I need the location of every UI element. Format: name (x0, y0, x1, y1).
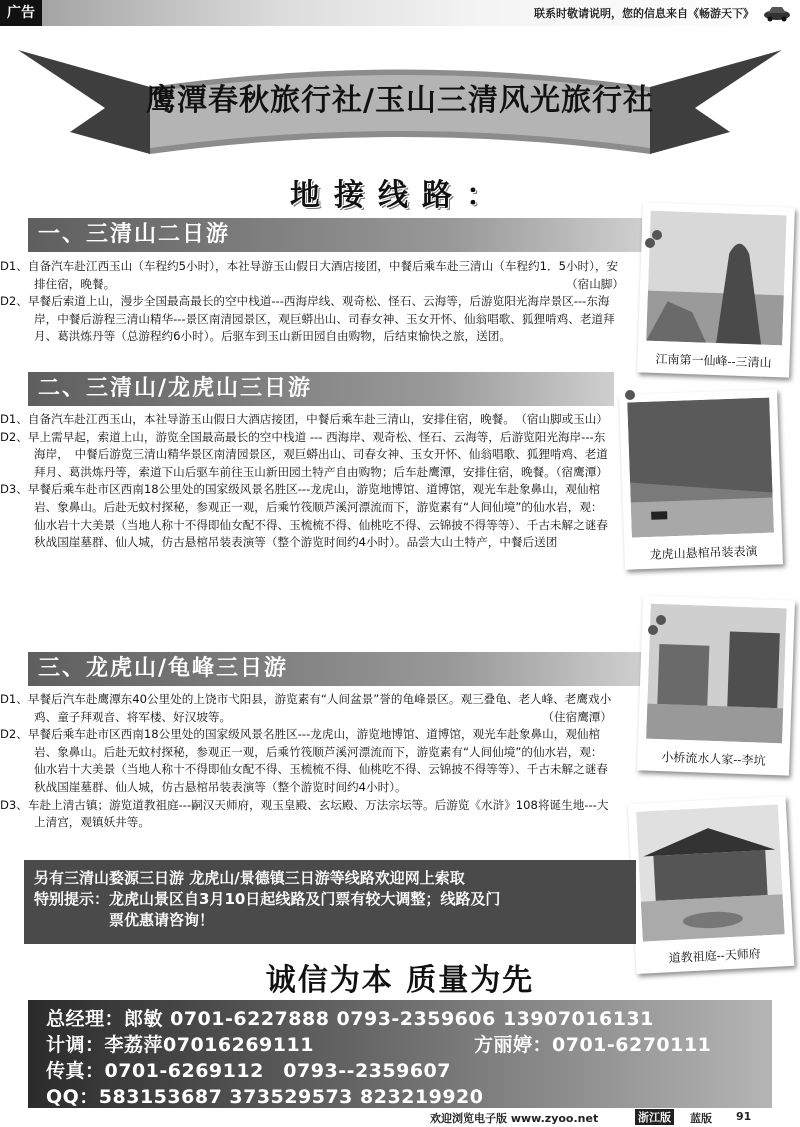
route-subtitle: 地接线路： (290, 178, 510, 213)
section-header-3: 三、龙虎山/龟峰三日游 (28, 652, 642, 686)
top-bar (0, 0, 800, 26)
contact-qq: QQ：583153687 373529573 823219920 (46, 1086, 484, 1108)
balloon-icon (645, 238, 655, 248)
temple-photo (636, 804, 785, 941)
footer-site: 欢迎浏览电子版 www.zyoo.net (430, 1112, 599, 1125)
photo-tianshifu (628, 796, 795, 974)
footer-edition: 浙江版 (635, 1109, 674, 1125)
ad-label: 广告 (0, 0, 42, 26)
balloon-icon (652, 230, 662, 240)
photo-caption: 江南第一仙峰--三清山 (655, 351, 772, 370)
photo-longhushan (619, 389, 783, 569)
photo-caption: 道教祖庭--天师府 (668, 946, 762, 966)
photo-sanqingshan (637, 202, 795, 377)
contact-fax: 传真：0701-6269112 0793--2359607 (46, 1060, 452, 1082)
slogan: 诚信为本 质量为先 (265, 963, 535, 998)
section-body-1 (0, 258, 624, 346)
contact-planner-2: 方丽婷：0701-6270111 (474, 1034, 712, 1056)
cliff-photo (627, 398, 774, 538)
day-item: D1、自备汽车赴江西玉山（车程约5小时），本社导游玉山假日大酒店接团，中餐后乘车赴三清山（车程约1．5小时），安排住宿，晚餐。 （宿山脚） (0, 259, 624, 291)
contact-planner: 计调：李荔萍07016269111 (46, 1034, 314, 1056)
day-item: D2、早餐后乘车赴市区西南18公里处的国家级风景名胜区---龙虎山，游览地博馆、道博馆，观光车赴象鼻山，观仙棺岩、象鼻山。后赴无蚊村探秘，参观正一观，后乘竹筏顺芦溪河漂流而下，游览素有“人间仙境”的仙水岩，观：仙水岩十大美景（当地人称十不得即仙女配不得、玉梳梳不得、仙桃吃不得、云锦披不得等等）、千古未解之谜春秋战国崖墓群、仙人城，仿古悬棺吊装表演等（整个游览时间约4小时）。 (0, 727, 608, 794)
day-item: D2、早上需早起，索道上山，游览全国最高最长的空中栈道 --- 西海岸、观奇松、怪石、云海等，后游览阳光海岸---东海岸， 中餐后游览三清山精华景区南清园景区，观巨蟒出山、司春女神、玉女开怀、仙翁唱歌、狐狸啃鸡、老道拜月、葛洪炼丹等，索道下山后驱车前往玉山新田园土特产自由购物；后车赴鹰潭，安排住宿，晚餐。（宿鹰潭） (0, 429, 608, 479)
notice-line: 特别提示：龙虎山景区自3月10日起线路及门票有较大调整；线路及门 (34, 890, 501, 908)
day-item: D1、早餐后汽车赴鹰潭东40公里处的上饶市弋阳县，游览素有“人间盆景”誉的龟峰景区。观三叠龟、老人峰、老鹰戏小鸡、童子拜观音、将军楼、好汉坡等。 （住宿鹰潭） (0, 692, 612, 724)
car-logo-icon (762, 3, 792, 23)
photo-caption: 龙虎山悬棺吊装表演 (649, 544, 758, 562)
section-header-1: 一、三清山二日游 (28, 218, 642, 252)
day-item: D2、早餐后索道上山，漫步全国最高最长的空中栈道---西海岸线、观奇松、怪石、云海等，后游览阳光海岸景区---东海岸，中餐后游程三清山精华---景区南清园景区，观巨蟒出山、司春女神、玉女开怀、仙翁唱歌、狐狸啃鸡、老道拜月、葛洪炼丹等（总游程约6小时）。后驱车到玉山新田园自由购物，后结束愉快之旅，送团。 (0, 294, 615, 344)
source-note: 联系时敬请说明，您的信息来自《畅游天下》 (534, 7, 754, 20)
page-number: 91 (736, 1110, 752, 1123)
special-notice (24, 860, 636, 944)
agency-title: 鹰潭春秋旅行社/玉山三清风光旅行社 (146, 83, 654, 118)
balloon-icon (656, 615, 666, 625)
village-photo (646, 604, 787, 744)
notice-line: 另有三清山婺源三日游 龙虎山/景德镇三日游等线路欢迎网上索取 (34, 869, 465, 887)
balloon-icon (625, 390, 635, 400)
day-item: D3、车赴上清古镇；游览道教祖庭---嗣汉天师府，观玉皇殿、玄坛殿、万法宗坛等。后游览《水浒》108将诞生地---大上清宫，观镇妖井等。 (0, 797, 609, 830)
notice-line: 票优惠请咨询！ (34, 911, 215, 929)
section-header-2: 二、三清山/龙虎山三日游 (28, 372, 614, 406)
contact-manager: 总经理：郎敏 0701-6227888 0793-2359606 13907016131 (46, 1008, 654, 1030)
day-item: D3、早餐后乘车赴市区西南18公里处的国家级风景名胜区---龙虎山，游览地博馆、道博馆，观光车赴象鼻山，观仙棺岩、象鼻山。后赴无蚊村探秘，参观正一观，后乘竹筏顺芦溪河漂流而下，游览素有“人间仙境”的仙水岩，观：仙水岩十大美景（当地人称十不得即仙女配不得、玉梳梳不得、仙桃吃不得、云锦披不得等等）、千古未解之谜春秋战国崖墓群、仙人城，仿古悬棺吊装表演等（整个游览时间约4小时）。品尝大山土特产，中餐后送团 (0, 482, 608, 550)
balloon-icon (648, 625, 658, 635)
footer-blue: 蓝版 (690, 1112, 712, 1125)
day-item: D1、自备汽车赴江西玉山，本社导游玉山假日大酒店接团，中餐后乘车赴三清山，安排住宿，晚餐。 （宿山脚或玉山） (0, 412, 608, 426)
photo-caption: 小桥流水人家--李坑 (661, 750, 766, 768)
section-body-2 (0, 411, 608, 552)
contact-block (28, 1000, 772, 1108)
section-body-3 (0, 691, 612, 832)
mountain-photo (646, 211, 786, 346)
page-footer (0, 1108, 800, 1127)
